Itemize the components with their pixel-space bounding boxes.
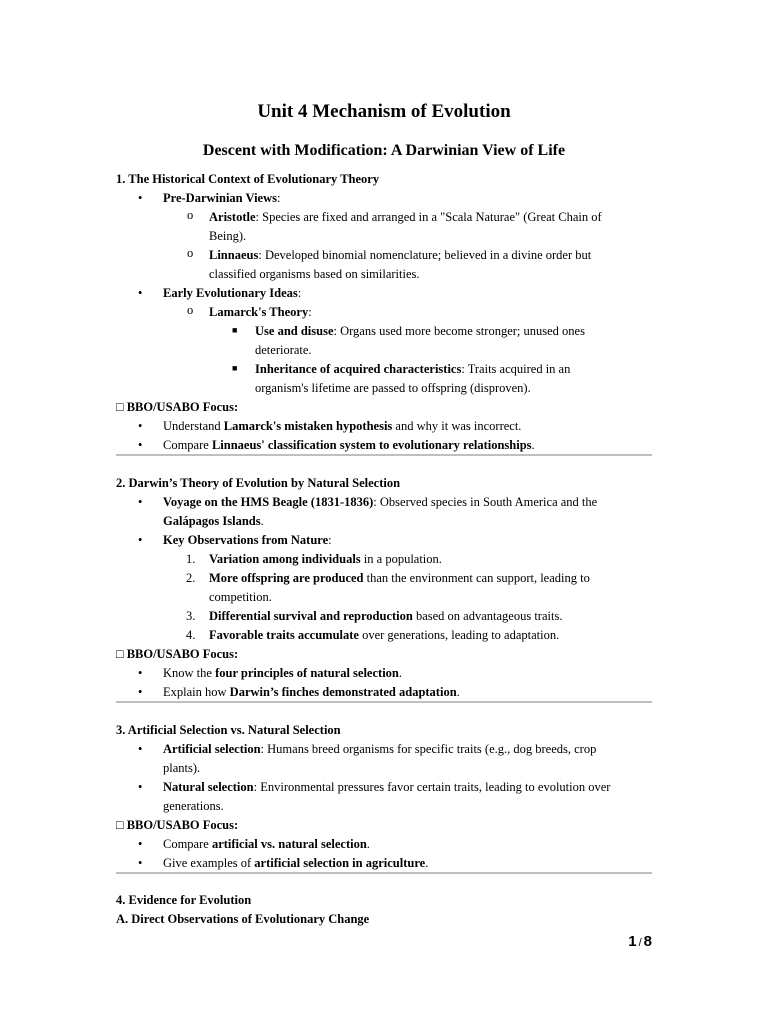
bullet-icon: • (138, 780, 143, 794)
focus-item: Know the four principles of natural selection. (163, 666, 402, 680)
section-4-subheading: A. Direct Observations of Evolutionary Change (116, 912, 370, 926)
focus-icon: □ (116, 818, 124, 832)
list-number: 4. (186, 628, 196, 642)
bullet-icon: • (138, 286, 143, 300)
observation-item: Differential survival and reproduction based on advantageous traits. (209, 609, 563, 623)
list-item: Pre-Darwinian Views: (163, 191, 281, 205)
focus-item: Compare Linnaeus' classification system to evolutionary relationships. (163, 438, 535, 452)
list-item-continued: deteriorate. (255, 343, 312, 357)
bullet-icon: • (138, 495, 143, 509)
list-item-continued: Being). (209, 229, 247, 243)
circle-bullet-icon: o (187, 303, 194, 317)
page-title: Unit 4 Mechanism of Evolution (257, 101, 511, 122)
list-number: 1. (186, 552, 196, 566)
list-item: Aristotle: Species are fixed and arranged in a "Scala Naturae" (Great Chain of (209, 210, 602, 224)
focus-icon: □ (116, 647, 124, 661)
list-number: 3. (186, 609, 196, 623)
circle-bullet-icon: o (187, 208, 194, 222)
bullet-icon: • (138, 856, 143, 870)
bullet-icon: • (138, 685, 143, 699)
section-2-heading: 2. Darwin’s Theory of Evolution by Natural Selection (116, 476, 401, 490)
bullet-icon: • (138, 837, 143, 851)
observation-item: More offspring are produced than the environment can support, leading to (209, 571, 590, 585)
section-1-heading: 1. The Historical Context of Evolutionary Theory (116, 172, 380, 186)
section-divider (116, 701, 652, 703)
bullet-icon: • (138, 438, 143, 452)
bullet-icon: • (138, 666, 143, 680)
list-item: Use and disuse: Organs used more become stronger; unused ones (255, 324, 585, 338)
list-item: Linnaeus: Developed binomial nomenclature; believed in a divine order but (209, 248, 592, 262)
list-item: Natural selection: Environmental pressures favor certain traits, leading to evolution over (163, 780, 611, 794)
list-item-continued: generations. (163, 799, 224, 813)
list-item: Voyage on the HMS Beagle (1831-1836): Observed species in South America and the (163, 495, 598, 509)
list-item: Lamarck's Theory: (209, 305, 312, 319)
section-4-heading: 4. Evidence for Evolution (116, 893, 252, 907)
list-item-continued: classified organisms based on similarities. (209, 267, 420, 281)
circle-bullet-icon: o (187, 246, 194, 260)
observation-item-continued: competition. (209, 590, 272, 604)
focus-heading: □ BBO/USABO Focus: (116, 818, 239, 832)
page-number: 1 / 8 (628, 933, 652, 950)
section-3-heading: 3. Artificial Selection vs. Natural Selection (116, 723, 341, 737)
bullet-icon: • (138, 742, 143, 756)
focus-icon: □ (116, 400, 124, 414)
focus-item: Explain how Darwin’s finches demonstrated adaptation. (163, 685, 460, 699)
observation-item: Variation among individuals in a population. (209, 552, 442, 566)
observation-item: Favorable traits accumulate over generations, leading to adaptation. (209, 628, 560, 642)
bullet-icon: • (138, 191, 143, 205)
list-item: Inheritance of acquired characteristics: Traits acquired in an (255, 362, 571, 376)
list-item-continued: plants). (163, 761, 201, 775)
focus-item: Understand Lamarck's mistaken hypothesis and why it was incorrect. (163, 419, 522, 433)
page-subtitle: Descent with Modification: A Darwinian View of Life (202, 142, 566, 159)
section-divider (116, 872, 652, 874)
list-item-continued: Galápagos Islands. (163, 514, 264, 528)
square-bullet-icon: ■ (232, 325, 238, 335)
list-item-continued: organism's lifetime are passed to offspring (disproven). (255, 381, 531, 395)
focus-item: Give examples of artificial selection in agriculture. (163, 856, 429, 870)
focus-heading: □ BBO/USABO Focus: (116, 647, 239, 661)
bullet-icon: • (138, 533, 143, 547)
section-divider (116, 454, 652, 456)
list-item: Early Evolutionary Ideas: (163, 286, 302, 300)
square-bullet-icon: ■ (232, 363, 238, 373)
focus-heading: □ BBO/USABO Focus: (116, 400, 239, 414)
bullet-icon: • (138, 419, 143, 433)
focus-item: Compare artificial vs. natural selection. (163, 837, 370, 851)
list-item: Artificial selection: Humans breed organisms for specific traits (e.g., dog breeds, crop (163, 742, 597, 756)
list-item: Key Observations from Nature: (163, 533, 332, 547)
list-number: 2. (186, 571, 196, 585)
